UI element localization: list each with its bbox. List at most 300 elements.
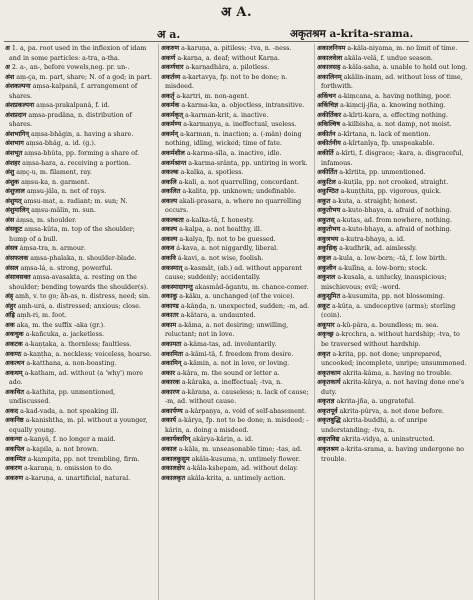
dictionary-entry: [317, 139, 468, 149]
entry-headword: अकृच्छ्र: [317, 331, 334, 339]
entry-headword: अकर्तृ: [161, 92, 175, 100]
dictionary-entry: [317, 235, 468, 245]
entry-text: a-kâla, m. unseasonable time; -tas, ad.: [178, 445, 303, 453]
entry-text: a-kulîna, a. low-born; stock.: [338, 264, 428, 272]
entry-text: a-kâmi-tâ, f. freedom from desire.: [185, 350, 294, 358]
dictionary-entry: [317, 416, 468, 435]
dictionary-entry: [5, 44, 155, 63]
dictionary-entry: [5, 206, 155, 216]
dictionary-entry: [161, 187, 311, 197]
entry-headword: अकीर्ति: [317, 150, 334, 158]
entry-headword: अंसावसक्त: [5, 274, 31, 282]
dictionary-entry: [5, 464, 155, 474]
entry-text: a-karuṇa, a. unartificial, natural.: [25, 474, 131, 482]
entry-headword: अकार्यकारिन्: [161, 436, 191, 444]
entry-headword: अंशुमालिन्: [5, 207, 30, 215]
dictionary-entry: [161, 455, 311, 465]
dictionary-entry: [5, 330, 155, 340]
entry-text: a-kiṃcij-jña, a. knowing nothing.: [340, 102, 446, 110]
dictionary-entry: [5, 82, 155, 101]
entry-text: a-karaṇa, n. omission to do.: [23, 465, 113, 473]
entry-headword: अंसकूट: [5, 226, 23, 234]
entry-text: aṃ-ça, m. part, share; N. of a god; in part.: [16, 73, 152, 81]
dictionary-entry: [5, 149, 155, 159]
entry-text: a-kâraka, a. ineffectual; -tva, n.: [181, 379, 283, 387]
entry-headword: अकुतोभय: [317, 226, 341, 234]
dictionary-entry: [161, 311, 311, 321]
dictionary-entry: [5, 455, 155, 465]
dictionary-entry: [317, 197, 468, 207]
entry-headword: अकृतपूर्व: [317, 407, 338, 415]
entry-text: a-karṇa, a. deaf; without Karṇa.: [177, 54, 280, 62]
entry-text: akasmâd-âgantu, m. chance-comer.: [194, 283, 309, 291]
dictionary-entry: [317, 225, 468, 235]
entry-headword: अकर्मशील: [161, 150, 185, 158]
entry-headword: अकुत्रभय: [317, 235, 339, 243]
entry-text: aṃsa-prakalpanâ, f. id.: [36, 102, 110, 110]
dictionary-entry: [5, 225, 155, 244]
entry-text: a-kûṭa, a. undeceptive (arms); sterling (coin).: [321, 302, 456, 320]
entry-text: aṃsa-kûta, m. top of the shoulder; hump of a bull.: [9, 226, 135, 243]
entry-text: a-katthana, a. non-boasting.: [26, 360, 117, 368]
entry-text: a-kampita, pp. not trembling, firm.: [27, 455, 140, 463]
dictionary-entry: [317, 92, 468, 102]
dictionary-entry: [5, 292, 155, 302]
entry-text: a-kartavya, fp. not to be done; n. misdeed.: [165, 73, 288, 91]
entry-headword: अंसत्र: [5, 245, 18, 253]
dictionary-entry: [161, 92, 311, 102]
dictionary-entry: [317, 369, 468, 379]
entry-headword: अंह्रि: [5, 312, 15, 320]
dictionary-entry: [317, 397, 468, 407]
dictionary-entry: [317, 330, 468, 349]
entry-headword: अकाकु: [161, 293, 178, 301]
entry-headword: अंशभागिन्: [5, 130, 29, 138]
entry-headword: अकालनियम: [317, 45, 346, 52]
dictionary-entry: [161, 101, 311, 111]
dictionary-entry: [317, 292, 468, 302]
entry-headword: अकम्पित: [5, 455, 26, 463]
dictionary-entry: [317, 321, 468, 331]
dictionary-entry: [161, 378, 311, 388]
dictionary-entry: [5, 474, 155, 484]
entry-text: a-kâla-niyama, m. no limit of time.: [347, 45, 458, 52]
dictionary-entry: [317, 187, 468, 197]
entry-headword: अकारण: [161, 388, 180, 396]
entry-headword: अकल्क: [161, 169, 179, 177]
entry-headword: अकर्तव्य: [161, 73, 181, 81]
entry-text: akâlin-inam, ad. without loss of time, forthwith.: [321, 73, 463, 91]
entry-headword: अकव: [161, 245, 175, 253]
dictionary-entry: [317, 206, 468, 216]
dictionary-entry: [5, 416, 155, 435]
entry-headword: अकरण: [5, 465, 22, 473]
entry-text: a-kalya, fp. not to be guessed.: [179, 235, 276, 243]
dictionary-entry: [317, 378, 468, 397]
entry-headword: अकन्या: [5, 436, 22, 444]
dictionary-entry: [161, 216, 311, 226]
entry-headword: अकीर्तिकर: [317, 111, 342, 119]
dictionary-entry: [161, 416, 311, 435]
entry-headword: अकपिल: [5, 445, 25, 453]
entry-headword: अकर्ण: [161, 54, 176, 62]
entry-text: akrita-kâma, a. having no trouble.: [342, 369, 453, 377]
entry-text: a-kâku, a. unchanged (of the voice).: [179, 293, 295, 301]
column-1: [3, 44, 159, 600]
entry-headword: अकर्मण्य: [161, 121, 182, 129]
entry-headword: अकटक: [5, 340, 23, 348]
entry-text: aṃsa-bhâgin, a. having a share.: [31, 130, 134, 138]
entry-text: a-kiṃcana, a. having nothing, poor.: [337, 92, 452, 100]
entry-text: a-karṇadhâra, a. pilotless.: [185, 64, 270, 72]
entry-text: aka, m. the suffix -aka (gr.).: [16, 321, 106, 329]
entry-text: aṃsu-ka, n. garment.: [21, 178, 90, 186]
dictionary-entry: [317, 216, 468, 226]
entry-text: áṃsa-tra, n. armour.: [19, 245, 86, 253]
dictionary-entry: [5, 445, 155, 455]
dictionary-entry: [161, 359, 311, 369]
dictionary-entry: [161, 63, 311, 73]
entry-text: a-kuto-bhaya, a. afraid of nothing.: [342, 226, 452, 234]
entry-headword: अकाण्ड: [161, 302, 179, 310]
dictionary-entry: [161, 369, 311, 379]
entry-text: a-kula, a. low-born; -tâ, f. low birth.: [333, 255, 447, 263]
dictionary-entry: [5, 139, 155, 149]
entry-headword: अकार्पण्य: [161, 407, 183, 415]
dictionary-entry: [317, 435, 468, 445]
entry-headword: अकिल्विष: [317, 121, 341, 129]
entry-text: a-kîrtana, n. lack of mention.: [337, 130, 431, 138]
entry-text: a-kâṇḍa, n. unexpected, sudden; -m, ad.: [180, 302, 310, 310]
entry-text: a-kâla-saha, a. unable to hold out long.: [342, 64, 468, 72]
entry-headword: अकुशल: [317, 274, 336, 282]
dictionary-entry: [161, 435, 311, 445]
entry-headword: अकथम्: [5, 369, 23, 377]
entry-text: akrita-buddhi, a. of unripe understanding; -tva, n.: [321, 417, 428, 434]
entry-text: a-kartri, m. non-agent.: [176, 92, 250, 100]
entry-text: a-kalka-tâ, f. honesty.: [185, 216, 254, 224]
entry-headword: अकलि: [161, 178, 177, 186]
entry-headword: अकूट: [317, 302, 330, 310]
entry-text: aṃsa-avasakta, a. resting on the shoulder; bending towards the shoulder(s).: [9, 274, 149, 291]
dictionary-entry: [317, 302, 468, 321]
dictionary-entry: [161, 264, 311, 283]
entry-headword: अकीर्तनीय: [317, 140, 341, 148]
entry-text: a-kutra-bhaya, a. id.: [340, 235, 406, 243]
entry-headword: अकुसुमित: [317, 293, 341, 301]
entry-headword: अकल्य: [161, 235, 178, 243]
entry-headword: अंशभाग: [5, 140, 24, 148]
dictionary-entry: [317, 73, 468, 92]
entry-text: akali-prasara, a. where no quarrelling occurs.: [165, 197, 302, 215]
entry-headword: अकुण्ठित: [317, 188, 339, 196]
entry-headword: अकुध्रिक्: [317, 245, 338, 253]
entry-headword: अंशुजाल: [5, 188, 25, 196]
dictionary-entry: [161, 120, 311, 130]
dictionary-entry: [5, 321, 155, 331]
dictionary-entry: [317, 254, 468, 264]
dictionary-entry: [5, 407, 155, 417]
dictionary-entry: [317, 63, 468, 73]
dictionary-entry: [317, 350, 468, 369]
entry-headword: अकरुण: [161, 45, 180, 52]
dictionary-entry: [5, 244, 155, 254]
dictionary-entry: [5, 178, 155, 188]
entry-headword: अकलित: [161, 188, 181, 196]
entry-text: a-kâra, m. the sound or letter a.: [177, 369, 280, 377]
entry-headword: अंशुमत्: [5, 197, 22, 205]
entry-text: a-kîrtita, pp. unmentioned.: [339, 169, 426, 177]
entry-text: a-karma-ka, a. objectless, intransitive.: [181, 102, 305, 110]
entry-headword: अकल्प: [161, 226, 178, 234]
entry-text: a-kuṭila, pp. not crooked, straight.: [337, 178, 449, 186]
entry-text: áṃsa, m. shoulder.: [16, 216, 77, 224]
entry-text: 1. a, pa. root used in the inflexion of idam and in some particles: a-tra, a-tha.: [9, 45, 147, 62]
entry-text: á-kavi, a. not wise, foolish.: [177, 255, 264, 263]
entry-text: aṃsu-mâlin, m. sun.: [31, 207, 96, 215]
entry-headword: अकनिष्ठ: [5, 417, 24, 425]
dictionary-entry: [161, 388, 311, 407]
entry-headword: अकुतोभय: [317, 207, 341, 215]
dictionary-entry: [161, 149, 311, 159]
entry-headword: अकृतबुद्धि: [317, 417, 341, 425]
entry-headword: अंशु: [5, 169, 15, 177]
entry-headword: अकुटिल: [317, 178, 336, 186]
dictionary-entry: [5, 159, 155, 169]
entry-headword: अंसल: [5, 264, 19, 272]
entry-headword: अकस्मादागन्तु: [161, 283, 193, 291]
entry-headword: अकर्मक: [161, 102, 180, 110]
entry-headword: अकाम: [161, 321, 177, 329]
dictionary-entry: [317, 273, 468, 292]
entry-text: a-kuṇṭhita, pp. vigorous, quick.: [340, 188, 442, 196]
entry-headword: अंशुक: [5, 178, 20, 186]
entry-text: a-kusala, a. unlucky, inauspicious; mischievous; evil; -word.: [321, 274, 447, 291]
dictionary-entry: [5, 187, 155, 197]
entry-text: aṃsa-kalpanâ, f. arrangement of shares.: [9, 83, 138, 100]
entry-text: a-kâma, a. not desiring; unwilling, reluctant; not in love.: [165, 321, 289, 339]
entry-text: a-kalpa, a. not healthy, ill.: [179, 226, 262, 234]
dictionary-entry: [161, 350, 311, 360]
entry-headword: अंशभूत: [5, 150, 23, 158]
entry-headword: अंस: [5, 216, 15, 224]
entry-text: a-kuto-bhaya, a. afraid of nothing.: [342, 207, 452, 215]
dictionary-entry: [5, 350, 155, 360]
entry-headword: अंसफलक: [5, 255, 29, 263]
entry-text: a-kîrtanîya, fp. unspeakable.: [342, 140, 435, 148]
entry-headword: अंशहर: [5, 159, 21, 167]
entry-text: aṃsa-pradâna, n. distribution of shares.: [9, 111, 132, 129]
dictionary-entry: [5, 63, 155, 73]
entry-text: aṃsa-hara, a. receiving a portion.: [22, 159, 131, 167]
entry-text: a-kṛcchra, a. without hardship; -tva, to be traversed without hardship.: [321, 331, 460, 348]
dictionary-entry: [317, 264, 468, 274]
dictionary-entry: [161, 73, 311, 92]
entry-text: a-kâmin, a. not in love, or loving.: [183, 360, 290, 368]
entry-headword: अंहुर: [5, 302, 16, 310]
entry-text: akrita-kârya, a. not having done one's duty.: [321, 379, 465, 396]
entry-headword: अकवि: [161, 255, 176, 263]
dictionary-entry: [161, 235, 311, 245]
dictionary-entry: [161, 178, 311, 188]
entry-headword: अंशप्रकल्पना: [5, 102, 35, 110]
entry-text: a-kâraṇa, a. causeless; n. lack of cause; -m, ad. without cause.: [165, 388, 309, 406]
entry-headword: अकल्कता: [161, 216, 184, 224]
entry-text: a-kudhrik, ad. aimlessly.: [339, 245, 417, 253]
entry-text: aṃsa-bhûta, pp. forming a share of.: [24, 150, 140, 158]
entry-headword: अ: [5, 64, 10, 72]
entry-headword: अकुत: [317, 197, 331, 205]
entry-text: a-kârpaṇya, a. void of self-abasement.: [184, 407, 307, 415]
entry-text: a-kîrti-kara, a. effecting nothing.: [343, 111, 449, 119]
entry-text: a-kîrti, f. disgrace; -kara, a. disgraceful, infamous.: [321, 150, 464, 167]
entry-text: aṃsu-mat, a. radiant; m. sun; N.: [23, 197, 128, 205]
entry-text: akrita-vidya, a. uninstructed.: [341, 436, 435, 444]
entry-text: a-kâtara, a. undaunted.: [180, 312, 256, 320]
entry-headword: अकुल: [317, 255, 332, 263]
entry-text: aṃh, v. to go; ǎh-as, n. distress, need; sin.: [15, 293, 151, 301]
dictionary-entry: [5, 130, 155, 140]
entry-text: akâla-kusuma, n. untimely flower.: [191, 455, 300, 463]
dictionary-entry: [5, 369, 155, 388]
dictionary-entry: [317, 168, 468, 178]
entry-headword: अकर्मकृत्: [161, 111, 184, 119]
column-3: [315, 44, 471, 600]
entry-text: a-karuṇa, a. pitiless; -tva, n. -ness.: [181, 45, 292, 52]
entry-headword: अकल्प: [161, 197, 178, 205]
dictionary-entry: [317, 178, 468, 188]
entry-text: a-krita, pp. not done; unprepared, uncooked; incomplete, unripe; unsummoned.: [321, 350, 467, 368]
dictionary-entry: [317, 407, 468, 417]
entry-headword: अकचुक: [5, 331, 24, 339]
dictionary-entry: [161, 445, 311, 455]
entry-headword: अकत्थन: [5, 360, 25, 368]
entry-text: a-kâma-tas, ad. involuntarily.: [183, 340, 277, 348]
entry-text: a-karma-sîla, a. inactive, idle.: [186, 150, 282, 158]
entry-text: a-kanyâ, f. no longer a maid.: [23, 436, 116, 444]
dictionary-entry: [5, 435, 155, 445]
entry-text: akrita-pûrva, a. not done before.: [339, 407, 445, 415]
entry-headword: अंशप्रदान: [5, 111, 27, 119]
dictionary-entry: [317, 445, 468, 464]
running-head-right: अकृतश्रम a-krita-srama.: [290, 28, 414, 40]
entry-headword: अंह्: [5, 293, 14, 301]
entry-text: akâla-velâ, f. undue season.: [344, 54, 433, 62]
entry-headword: अकातर: [161, 312, 179, 320]
dictionary-entry: [5, 340, 155, 350]
entry-headword: अकर्मश्रान्त: [161, 159, 187, 167]
entry-text: aṃsa-phalaka, n. shoulder-blade.: [30, 255, 137, 263]
dictionary-entry: [5, 388, 155, 407]
dictionary-entry: [5, 254, 155, 264]
entry-headword: अकिंचन: [317, 92, 336, 100]
dictionary-entry: [5, 273, 155, 292]
entry-text: aṃsa-bhâg, a. id. (g.).: [25, 140, 96, 148]
entry-text: a-kutas, ad. from nowhere, nothing.: [336, 216, 452, 224]
entry-headword: अकामिता: [161, 350, 184, 358]
entry-headword: अकीर्तन: [317, 130, 336, 138]
dictionary-entry: [317, 149, 468, 168]
dictionary-entry: [161, 111, 311, 121]
entry-headword: अकालकुसुम: [161, 455, 190, 463]
entry-text: a-kañcuka, a. jacketless.: [25, 331, 105, 339]
dictionary-entry: [317, 101, 468, 111]
entry-headword: अकाल: [161, 445, 177, 453]
dictionary-entry: [5, 359, 155, 369]
dictionary-entry: [161, 225, 311, 235]
entry-text: akâla-krita, a. untimely action.: [187, 474, 286, 482]
dictionary-entry: [317, 54, 468, 64]
dictionary-entry: [5, 197, 155, 207]
dictionary-entry: [161, 159, 311, 169]
entry-text: a-kârya, fp. not to be done; n. misdeed; -kârin, a. doing a misdeed.: [165, 417, 309, 434]
entry-text: a-kathita, pp. unmentioned, undiscussed.: [9, 388, 116, 406]
entry-text: á-kava, a. not niggardly, liberal.: [176, 245, 279, 253]
dictionary-entry: [161, 283, 311, 293]
entry-headword: अकुलीन: [317, 264, 337, 272]
entry-headword: अकद: [5, 407, 19, 415]
entry-text: a-kaṇṭha, a. neckless; voiceless, hoarse.: [23, 350, 152, 358]
dictionary-entry: [161, 197, 311, 216]
entry-headword: अकामिन्: [161, 360, 182, 368]
dictionary-entry: [161, 464, 311, 474]
entry-headword: अकालिनम्: [317, 73, 342, 81]
entry-text: a-kali, a. not quarrelling, concordant.: [178, 178, 300, 186]
dictionary-entry: [317, 120, 468, 130]
entry-text: a-kilbisha, a. not damp, not moist.: [342, 121, 452, 129]
entry-headword: अकालवेला: [317, 54, 343, 62]
entry-text: a-kalita, pp. unknown; undefinable.: [182, 188, 296, 196]
entry-headword: अकालक्षेप: [161, 465, 185, 473]
entry-headword: अकामता: [161, 340, 182, 348]
entry-text: a-kapila, a. not brown.: [26, 445, 99, 453]
entry-text: aṃh-urá, a. distressed; anxious; close.: [17, 302, 141, 310]
dictionary-entry: [161, 407, 311, 417]
entry-headword: अकिंचिज्ञ: [317, 102, 339, 110]
entry-text: a-kâla-kshepam, ad. without delay.: [186, 465, 299, 473]
entry-headword: अकालकृत: [161, 474, 186, 482]
entry-text: a-kaṇṭaka, a. thornless; faultless.: [24, 340, 132, 348]
entry-headword: अकृतकाम: [317, 369, 341, 377]
entry-headword: अ: [5, 45, 10, 52]
entry-text: a-kad-vada, a. not speaking ill.: [20, 407, 119, 415]
dictionary-entry: [161, 292, 311, 302]
entry-text: aṃh-ri, m. foot.: [16, 312, 67, 320]
entry-headword: अकृतकार्य: [317, 379, 341, 387]
entry-text: a-kû-pâra, a. boundless; m. sea.: [336, 321, 439, 329]
entry-headword: अकुतस्: [317, 216, 335, 224]
entry-headword: अकस्मात्: [161, 264, 183, 272]
entry-text: a-karmaṇya, a. ineffectual, useless.: [183, 121, 297, 129]
dictionary-entry: [161, 130, 311, 149]
entry-headword: अकृतश्रम: [317, 445, 339, 453]
dictionary-entry: [5, 168, 155, 178]
dictionary-entry: [161, 168, 311, 178]
entry-headword: अकरुण: [5, 474, 24, 482]
entry-headword: अकालसह: [317, 64, 341, 72]
entry-text: aṃsu-jâla, n. net of rays.: [26, 188, 107, 196]
entry-headword: अकथित: [5, 388, 25, 396]
entry-headword: अकर्मन्: [161, 130, 179, 138]
entry-headword: अकूपार: [317, 321, 335, 329]
entry-text: 2. a-, an-, before vowels,neg. pr. un-.: [11, 64, 130, 72]
running-head-left: अ a.: [157, 28, 181, 41]
dictionary-entry: [161, 474, 311, 484]
entry-headword: अकारक: [161, 379, 180, 387]
entry-headword: अंशकल्पना: [5, 83, 31, 91]
dictionary-entry: [317, 111, 468, 121]
entry-text: a-kanishtha, m. pl. without a younger, equally young.: [9, 417, 148, 434]
